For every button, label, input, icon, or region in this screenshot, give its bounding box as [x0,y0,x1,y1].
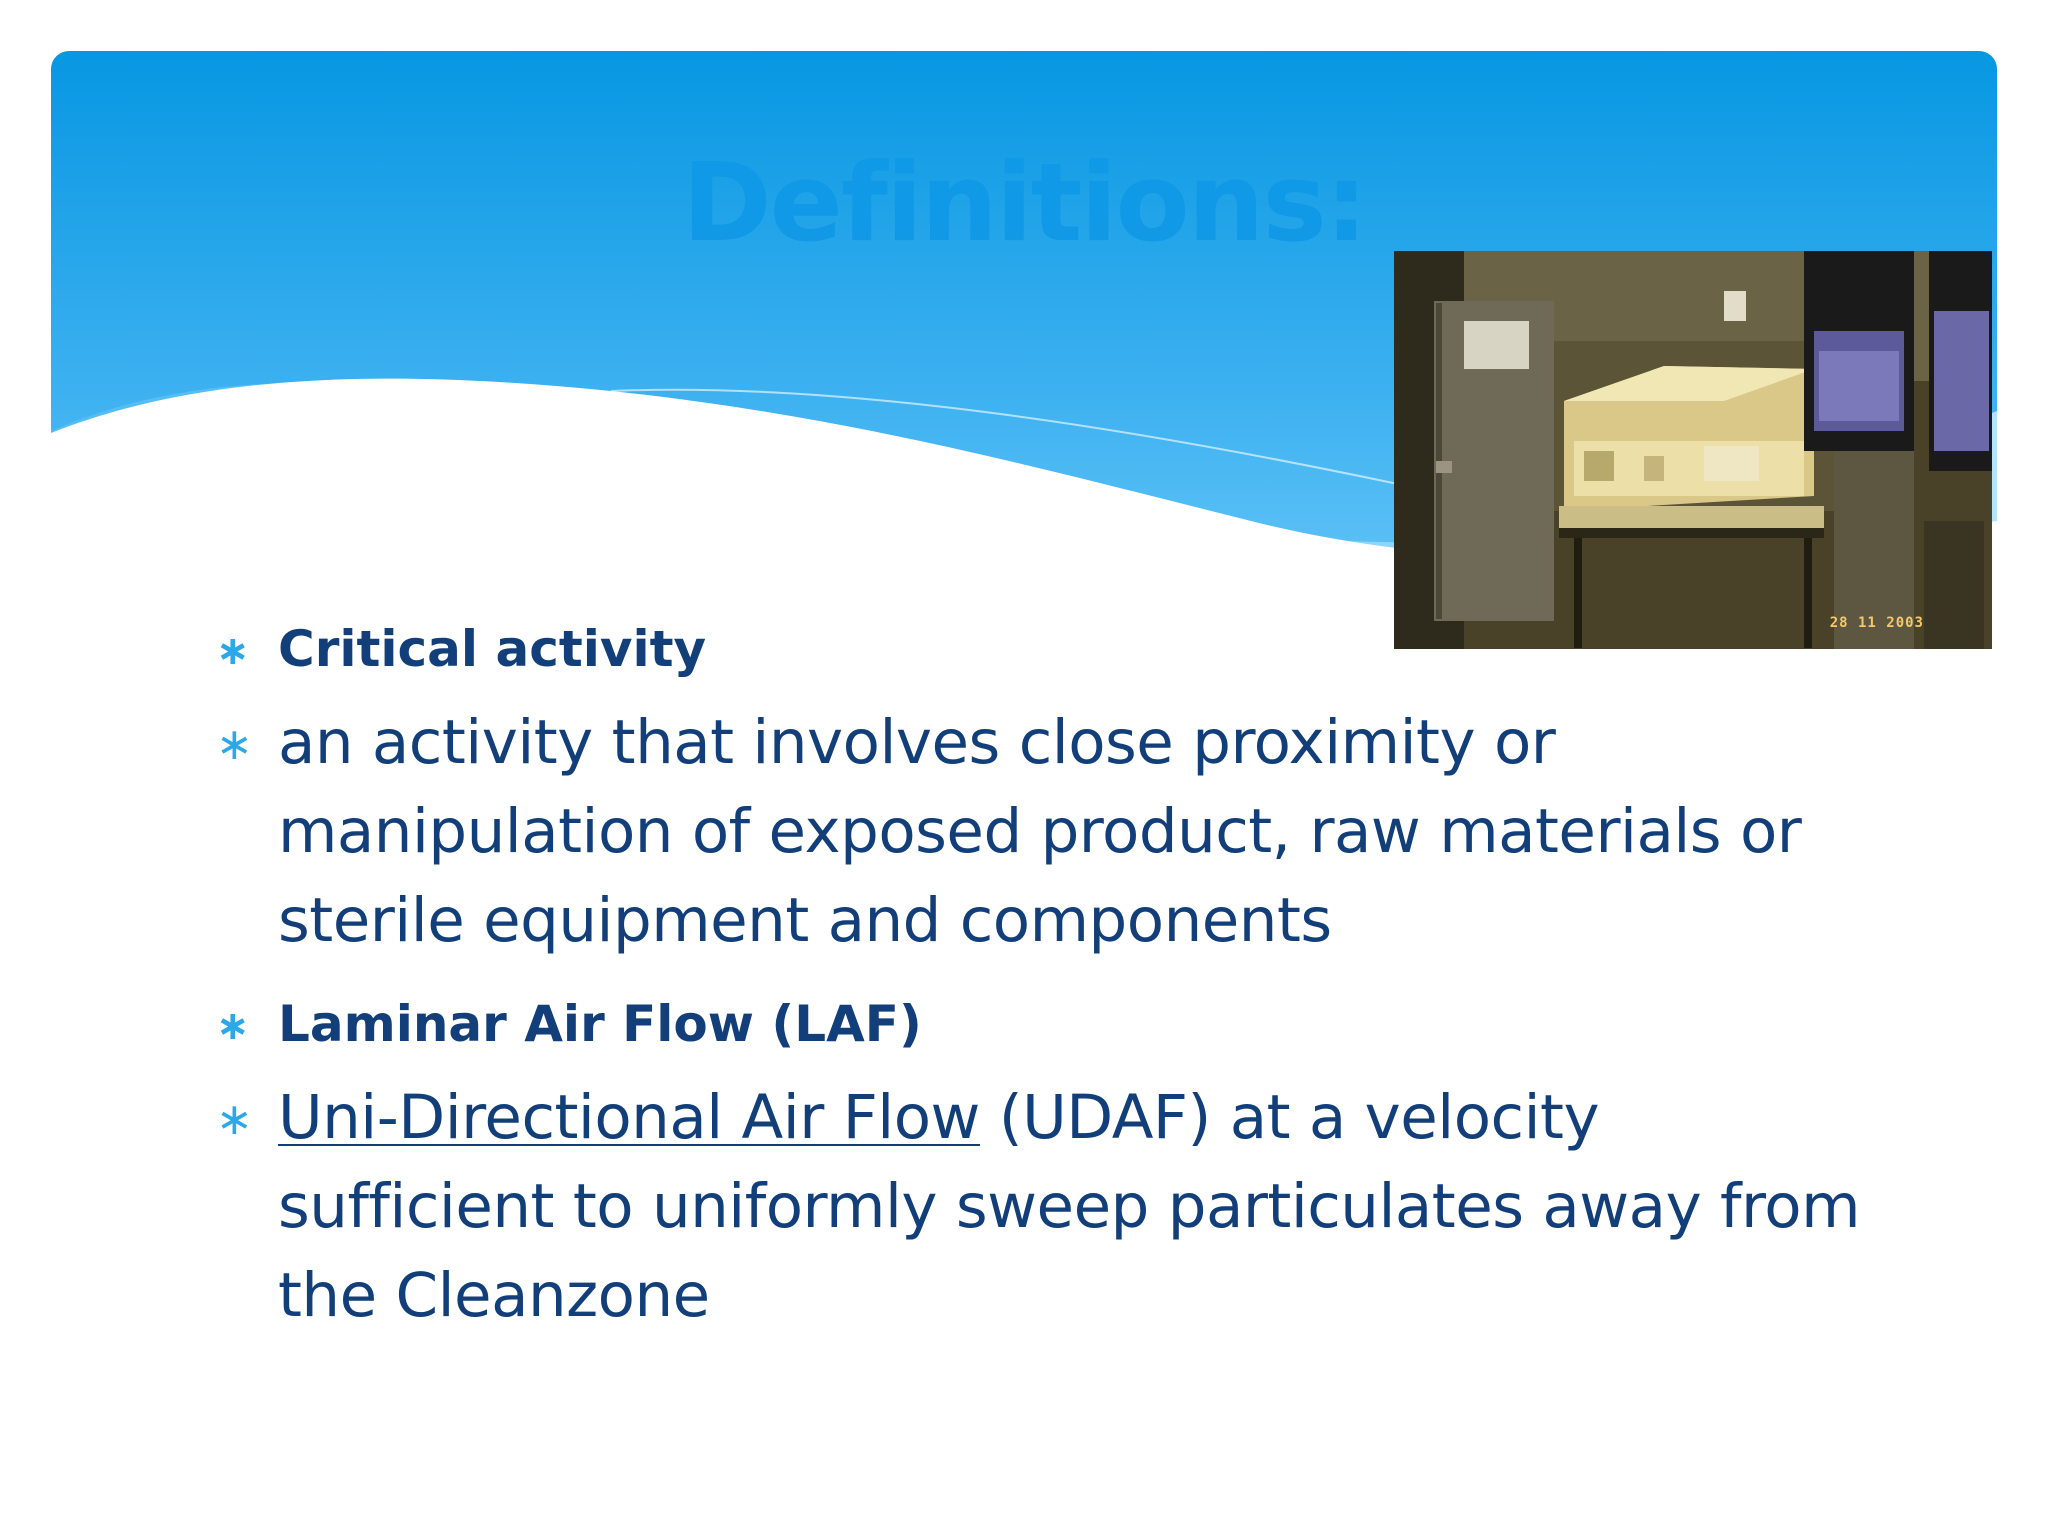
bullet-text: Critical activity [278,620,707,678]
photo-date-stamp: 28 11 2003 [1829,615,1924,631]
bullet-item [212,975,1862,1073]
bullet-text: (UDAF) at a velocity sufficient to uniformly sweep particulates away from the Cleanzone [278,1082,1861,1331]
asterisk-icon: ∗ [216,1094,253,1145]
lab-photo [1394,251,1992,649]
bullet-item [212,1073,1862,1340]
slide-title: Definitions: [681,141,1366,266]
asterisk-icon: ∗ [216,719,253,770]
asterisk-icon: ∗ [216,1003,250,1049]
bullet-item [212,698,1862,965]
bullet-text: Laminar Air Flow (LAF) [278,995,922,1053]
bullet-text: an activity that involves close proximity or manipulation of exposed product, raw materials or sterile equipment and components [278,707,1802,956]
udaf-link[interactable]: Uni-Directional Air Flow [278,1082,980,1153]
bullet-item [212,600,1862,698]
asterisk-icon: ∗ [216,628,250,674]
bullet-list [212,600,1862,1350]
